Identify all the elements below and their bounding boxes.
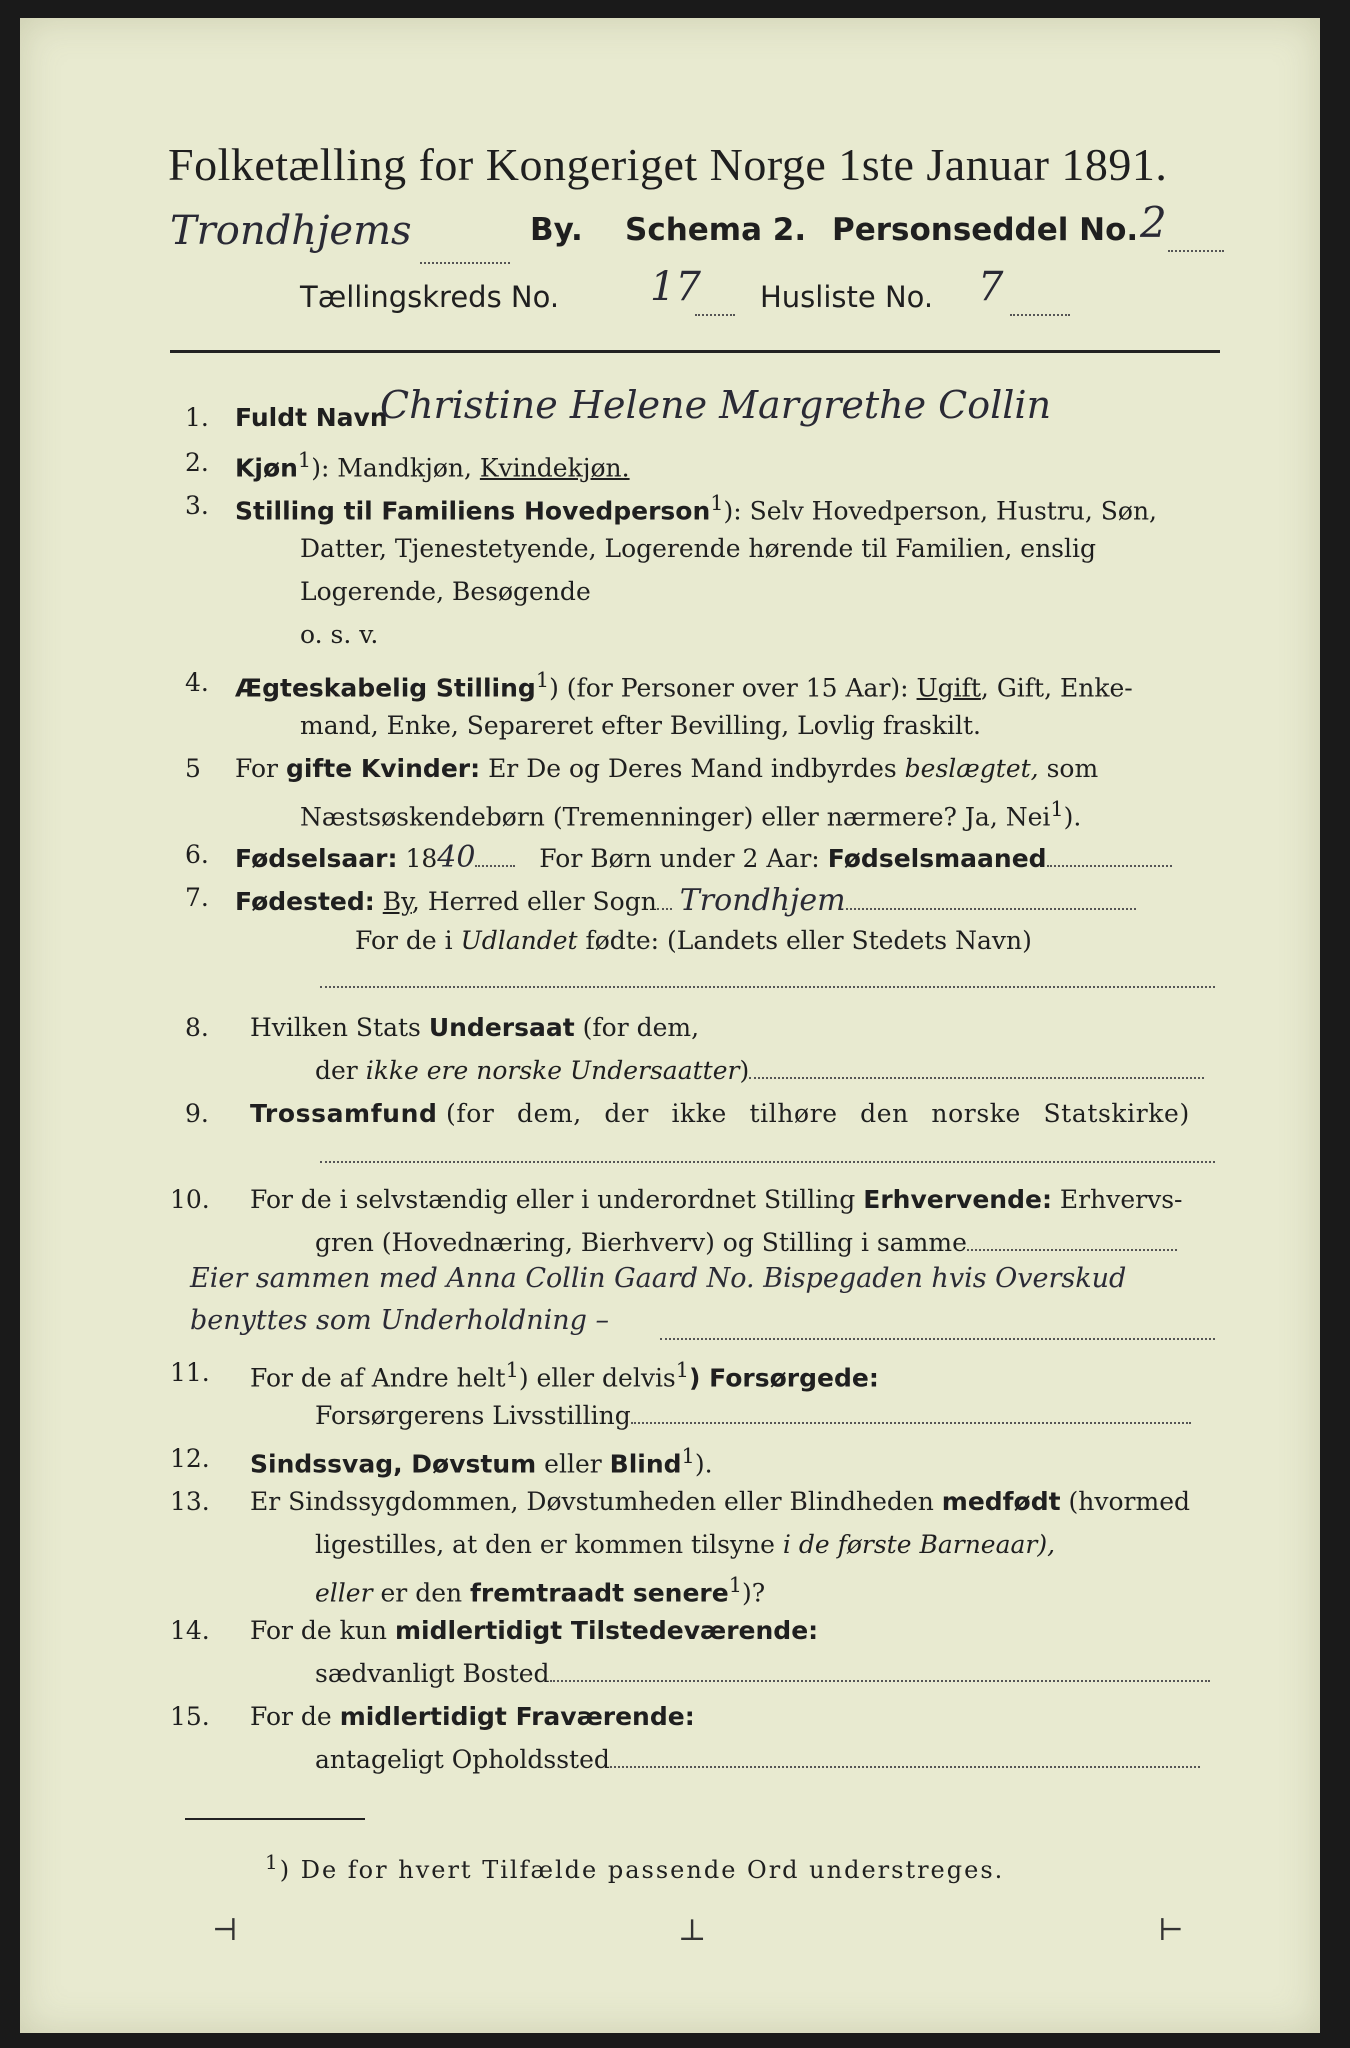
q14-pre: For de kun — [250, 1616, 388, 1645]
q5-line2: Næstsøskendebørn (Tremenninger) eller nærmere? Ja, Nei$^1$). — [300, 797, 1082, 832]
q4-selected-ugift: Ugift — [916, 673, 981, 703]
footnote-text: ) De for hvert Tilfælde passende Ord understreges. — [279, 1856, 1005, 1884]
q7-number: 7. — [185, 883, 209, 912]
q3-line3: Logerende, Besøgende — [300, 577, 591, 606]
q5-footnote-ref: 1 — [1050, 797, 1064, 821]
q5-end: som — [1046, 754, 1099, 783]
q11-line2 — [315, 1401, 1191, 1430]
q12-line: Sindssvag, Døvstum eller Blind$^1$). — [250, 1444, 713, 1479]
q8-pre: Hvilken Stats — [250, 1013, 421, 1042]
q2-selected-kvindekjon: Kvindekjøn. — [479, 453, 630, 483]
q7-selected-by: By — [382, 887, 412, 916]
q12-number: 12. — [170, 1444, 210, 1473]
q13-label: medfødt — [941, 1487, 1061, 1516]
q3-line4: o. s. v. — [300, 620, 379, 649]
q5-pre: For — [235, 754, 278, 783]
q3-line2: Datter, Tjenestetyende, Logerende hørende til Familien, enslig — [300, 534, 1097, 563]
q14-label: midlertidigt Tilstedeværende: — [394, 1616, 819, 1645]
q4-text: ) (for Personer over 15 Aar): — [549, 673, 909, 703]
q9-label: Trossamfund — [250, 1099, 438, 1128]
q6-year-handwritten: 40 — [437, 840, 476, 875]
footnote-rule — [185, 1818, 365, 1820]
q15-line2 — [315, 1745, 1200, 1774]
q5-number: 5 — [185, 754, 201, 783]
registration-mark-right: ⊢ — [1158, 1913, 1184, 1948]
personseddel-label: Personseddel No. — [832, 212, 1139, 248]
q7-line2-post: fødte: (Landets eller Stedets Navn) — [585, 926, 1032, 955]
q10-text: Erhvervs- — [1059, 1185, 1183, 1214]
form-title: Folketælling for Kongeriget Norge 1ste Januar 1891. — [168, 139, 1168, 190]
q12-label: Sindssvag, Døvstum — [250, 1449, 537, 1479]
q14-line1 — [250, 1616, 818, 1645]
q8-line2: der ikke ere norske Undersaatter) — [315, 1056, 1204, 1085]
header-rule — [170, 350, 1220, 353]
q8-line1 — [250, 1013, 699, 1042]
q2-footnote-ref: 1 — [297, 448, 312, 472]
q13-number: 13. — [170, 1487, 210, 1516]
q15-pre: For de — [250, 1702, 332, 1731]
q2-line — [235, 448, 630, 482]
taellingskreds-number: 17 — [650, 264, 701, 310]
q4-line2: mand, Enke, Separeret efter Bevilling, Lovlig fraskilt. — [300, 711, 981, 740]
taellingskreds-label: Tællingskreds No. — [300, 280, 560, 314]
q14-line2-text: sædvanligt Bosted — [315, 1659, 550, 1688]
q2-text: ): Mandkjøn, — [311, 453, 472, 483]
q10-line2-text: gren (Hovednæring, Bierhverv) og Stilling i samme — [315, 1228, 967, 1257]
q10-handwritten-line1: Eier sammen med Anna Collin Gaard No. Bispegaden hvis Overskud — [190, 1263, 1127, 1294]
q4-label: Ægteskabelig Stilling — [235, 673, 536, 703]
q3-label: Stilling til Familiens Hovedperson — [235, 496, 711, 526]
by-label: By. — [530, 212, 583, 248]
q13-pre: Er Sindssygdommen, Døvstumheden eller Blindheden — [250, 1487, 934, 1516]
footnote-mark: 1 — [265, 1850, 280, 1874]
q11-mid: ) eller delvis — [518, 1363, 676, 1393]
q13-text: (hvormed — [1068, 1487, 1191, 1516]
q4-rest: , Gift, Enke- — [980, 673, 1133, 703]
q6-year-prefix: 18 — [405, 844, 438, 873]
q3-text: ): Selv Hovedperson, Hustru, Søn, — [723, 496, 1158, 526]
q4-line1 — [235, 668, 1133, 702]
q15-line2-text: antageligt Opholdssted — [315, 1745, 610, 1774]
q13-footnote-ref: 1 — [728, 1573, 742, 1597]
personseddel-number: 2 — [1140, 198, 1167, 247]
q11-line1 — [250, 1358, 879, 1392]
census-form-page — [20, 18, 1320, 2033]
q8-number: 8. — [185, 1013, 209, 1042]
q11-text: For de af Andre helt — [250, 1363, 506, 1393]
q8-text: (for dem, — [582, 1013, 700, 1042]
city-handwritten: Trondhjems — [170, 208, 412, 254]
q13-line1 — [250, 1487, 1190, 1516]
q11-line2-text: Forsørgerens Livsstilling — [315, 1401, 631, 1430]
q8-line2-pre: der — [315, 1056, 358, 1085]
husliste-number: 7 — [978, 264, 1004, 310]
registration-mark-center: ⊥ — [678, 1913, 707, 1948]
q11-number: 11. — [170, 1358, 210, 1387]
q9-line — [250, 1099, 1190, 1128]
q2-label: Kjøn — [235, 453, 298, 483]
registration-mark-left: ⊣ — [212, 1913, 238, 1948]
q10-line1 — [250, 1185, 1182, 1214]
q3-footnote-ref: 1 — [710, 491, 724, 515]
q12-footnote-ref: 1 — [681, 1444, 695, 1468]
q6-label: Fødselsaar: — [235, 844, 398, 873]
q4-number: 4. — [185, 668, 209, 697]
q7-label: Fødested: — [235, 887, 375, 916]
q7-birthplace-handwritten: Trondhjem — [679, 883, 846, 918]
q15-number: 15. — [170, 1702, 210, 1731]
q1-number: 1. — [185, 403, 209, 432]
q8-label: Undersaat — [428, 1013, 575, 1042]
q6-text: For Børn under 2 Aar: — [539, 844, 820, 873]
q2-number: 2. — [185, 448, 209, 477]
q7-line1 — [235, 883, 1136, 918]
q9-text: (for dem, der ikke tilhøre den norske Statskirke) — [446, 1099, 1190, 1128]
q1-full-name-handwritten: Christine Helene Margrethe Collin — [380, 383, 1052, 427]
q3-number: 3. — [185, 491, 209, 520]
q10-handwritten-line2: benyttes som Underholdning – — [190, 1305, 609, 1336]
q11-footnote-ref2: 1 — [675, 1358, 690, 1382]
q15-label: midlertidigt Fraværende: — [339, 1702, 695, 1731]
q10-number: 10. — [170, 1185, 210, 1214]
q13-line2-pre: ligestilles, at den er kommen tilsyne — [315, 1530, 775, 1559]
q9-number: 9. — [185, 1099, 209, 1128]
q14-line2 — [315, 1659, 1210, 1688]
q8-line2-italic: ikke ere norske Undersaatter — [365, 1056, 740, 1085]
q7-line2 — [355, 926, 1032, 955]
q7-line2-pre: For de i — [355, 926, 453, 955]
q11-footnote-ref1: 1 — [505, 1358, 519, 1382]
q7-line2-italic: Udlandet — [460, 926, 578, 955]
q4-footnote-ref: 1 — [535, 668, 550, 692]
q13-line2-italic: i de første Barneaar), — [782, 1530, 1056, 1559]
husliste-label: Husliste No. — [760, 280, 934, 314]
q10-line2 — [315, 1228, 1177, 1257]
q7-text: , Herred eller Sogn — [411, 887, 657, 916]
q1-label: Fuldt Navn — [235, 403, 388, 432]
q13-line3: eller er den fremtraadt senere$^1$)? — [315, 1573, 766, 1608]
q3-line1 — [235, 491, 1157, 525]
q12-label2: Blind — [609, 1449, 682, 1479]
q11-label: ) Forsørgede: — [689, 1363, 879, 1393]
q13-line2 — [315, 1530, 1055, 1559]
q5-line1 — [235, 754, 1098, 783]
schema-label: Schema 2. — [625, 212, 807, 248]
q13-line3-label: fremtraadt senere — [470, 1578, 729, 1608]
q13-line3-mid: er den — [380, 1578, 463, 1608]
q6-line — [235, 840, 1172, 875]
q5-italic: beslægtet, — [904, 754, 1039, 783]
q5-label: gifte Kvinder: — [285, 754, 481, 783]
q12-mid: eller — [544, 1449, 602, 1479]
q10-label: Erhvervende: — [863, 1185, 1052, 1214]
q15-line1 — [250, 1702, 695, 1731]
footnote — [265, 1850, 1004, 1884]
q5-line2-text: Næstsøskendebørn (Tremenninger) eller nærmere? Ja, Nei — [300, 802, 1051, 832]
q14-number: 14. — [170, 1616, 210, 1645]
q13-line3-italic: eller — [315, 1578, 373, 1608]
q6-label2: Fødselsmaaned — [827, 844, 1047, 873]
q5-text: Er De og Deres Mand indbyrdes — [488, 754, 897, 783]
q6-number: 6. — [185, 840, 209, 869]
q10-pre: For de i selvstændig eller i underordnet Stilling — [250, 1185, 856, 1214]
